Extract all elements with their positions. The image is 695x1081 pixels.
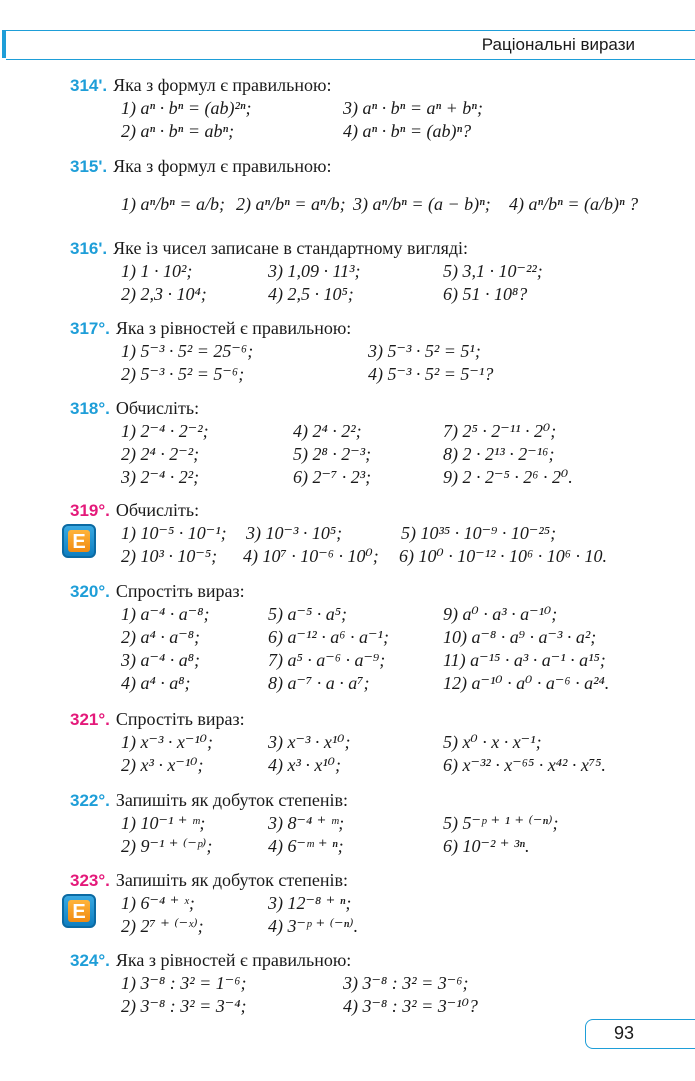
problem-322: [70, 790, 348, 811]
problem-number: 318°.: [70, 399, 110, 418]
item: 6) x⁻³² · x⁻⁶⁵ · x⁴² · x⁷⁵.: [443, 755, 606, 775]
item: 3) x⁻³ · x¹⁰;: [268, 732, 351, 752]
problem-316: [70, 238, 468, 259]
item: 1) a⁻⁴ · a⁻⁸;: [121, 604, 210, 624]
item: 1) 6⁻⁴ ⁺ ˣ;: [121, 893, 195, 913]
item: 2) 10³ · 10⁻⁵;: [121, 546, 218, 566]
item: 2) 5⁻³ · 5² = 5⁻⁶;: [121, 364, 245, 384]
problem-question: Яка з рівностей є правильною:: [115, 950, 352, 970]
item: 9) a⁰ · a³ · a⁻¹⁰;: [443, 604, 558, 624]
item: 3) 2⁻⁴ · 2²;: [121, 467, 200, 487]
problem-question: Яка з формул є правильною:: [113, 156, 332, 176]
problem-question: Обчисліть:: [115, 500, 200, 520]
item: 8) a⁻⁷ · a · a⁷;: [268, 673, 370, 693]
item: 2) 2⁴ · 2⁻²;: [121, 444, 200, 464]
problem-number: 320°.: [70, 582, 110, 601]
item: 1) 1 · 10²;: [121, 261, 193, 281]
page-header: [0, 30, 695, 62]
problem-question: Спростіть вираз:: [115, 581, 245, 601]
problem-number: 321°.: [70, 710, 110, 729]
problem-question: Яке із чисел записане в стандартному вигляді:: [113, 238, 469, 258]
item: 3) 3⁻⁸ : 3² = 3⁻⁶;: [343, 973, 469, 993]
exercise-badge-icon: E: [62, 894, 96, 928]
item: 4) 2,5 · 10⁵;: [268, 284, 354, 304]
item: 1) 2⁻⁴ · 2⁻²;: [121, 421, 209, 441]
problem-number: 317°.: [70, 319, 110, 338]
problem-number: 316'.: [70, 239, 108, 258]
item: 8) 2 · 2¹³ · 2⁻¹⁶;: [443, 444, 555, 464]
item: 4) 6⁻ᵐ ⁺ ⁿ;: [268, 836, 344, 856]
page-number: 93: [614, 1023, 635, 1043]
problem-question: Запишіть як добуток степенів:: [115, 790, 348, 810]
item: 1) aⁿ/bⁿ = a/b;: [121, 194, 225, 214]
problem-number: 315'.: [70, 157, 108, 176]
problem-323: [70, 870, 348, 891]
item: 4) a⁴ · a⁸;: [121, 673, 191, 693]
item: 2) aⁿ · bⁿ = abⁿ;: [121, 121, 235, 141]
item: 3) aⁿ/bⁿ = (a − b)ⁿ;: [353, 194, 491, 214]
item: 2) 2,3 · 10⁴;: [121, 284, 207, 304]
item: 5) 10³⁵ · 10⁻⁹ · 10⁻²⁵;: [401, 523, 557, 543]
item: 2) 2⁷ ⁺ ⁽⁻ˣ⁾;: [121, 916, 204, 936]
item: 4) aⁿ/bⁿ = (a/b)ⁿ ?: [509, 194, 639, 214]
item: 3) 10⁻³ · 10⁵;: [246, 523, 343, 543]
item: 6) 2⁻⁷ · 2³;: [293, 467, 372, 487]
problem-320: [70, 581, 245, 602]
problem-number: 323°.: [70, 871, 110, 890]
problem-315: [70, 156, 331, 177]
problem-question: Обчисліть:: [115, 398, 200, 418]
item: 4) x³ · x¹⁰;: [268, 755, 341, 775]
item: 3) a⁻⁴ · a⁸;: [121, 650, 201, 670]
problem-question: Запишіть як добуток степенів:: [115, 870, 348, 890]
item: 6) 10⁰ · 10⁻¹² · 10⁶ · 10⁶ · 10.: [399, 546, 608, 566]
item: 2) x³ · x⁻¹⁰;: [121, 755, 204, 775]
item: 5) a⁻⁵ · a⁵;: [268, 604, 348, 624]
item: 2) 9⁻¹ ⁺ ⁽⁻ᵖ⁾;: [121, 836, 213, 856]
item: 4) 10⁷ · 10⁻⁶ · 10⁰;: [243, 546, 379, 566]
item: 6) a⁻¹² · a⁶ · a⁻¹;: [268, 627, 389, 647]
item: 11) a⁻¹⁵ · a³ · a⁻¹ · a¹⁵;: [443, 650, 606, 670]
item: 6) 10⁻² ⁺ ³ⁿ.: [443, 836, 530, 856]
item: 1) 3⁻⁸ : 3² = 1⁻⁶;: [121, 973, 247, 993]
item: 3) 5⁻³ · 5² = 5¹;: [368, 341, 481, 361]
item: 4) 3⁻⁸ : 3² = 3⁻¹⁰?: [343, 996, 478, 1016]
item: 1) 10⁻⁵ · 10⁻¹;: [121, 523, 227, 543]
item: 9) 2 · 2⁻⁵ · 2⁶ · 2⁰.: [443, 467, 573, 487]
item: 5) x⁰ · x · x⁻¹;: [443, 732, 542, 752]
item: 3) 12⁻⁸ ⁺ ⁿ;: [268, 893, 352, 913]
item: 10) a⁻⁸ · a⁹ · a⁻³ · a²;: [443, 627, 597, 647]
page-number-box: [585, 1019, 695, 1049]
item: 3) 8⁻⁴ ⁺ ᵐ;: [268, 813, 345, 833]
item: 3) aⁿ · bⁿ = aⁿ + bⁿ;: [343, 98, 483, 118]
item: 7) 2⁵ · 2⁻¹¹ · 2⁰;: [443, 421, 557, 441]
problem-324: [70, 950, 351, 971]
problem-317: [70, 318, 351, 339]
problem-question: Яка з формул є правильною:: [113, 75, 332, 95]
problem-318: [70, 398, 199, 419]
problem-314: [70, 75, 331, 96]
problem-319: [70, 500, 199, 521]
item: 3) 1,09 · 11³;: [268, 261, 361, 281]
exercise-badge-icon: E: [62, 524, 96, 558]
item: 1) x⁻³ · x⁻¹⁰;: [121, 732, 213, 752]
item: 4) aⁿ · bⁿ = (ab)ⁿ?: [343, 121, 472, 141]
item: 5) 5⁻ᵖ ⁺ ¹ ⁺ ⁽⁻ⁿ⁾;: [443, 813, 559, 833]
problem-number: 322°.: [70, 791, 110, 810]
item: 5) 2⁸ · 2⁻³;: [293, 444, 372, 464]
item: 2) 3⁻⁸ : 3² = 3⁻⁴;: [121, 996, 247, 1016]
item: 6) 51 · 10⁸?: [443, 284, 528, 304]
problem-number: 324°.: [70, 951, 110, 970]
problem-number: 319°.: [70, 501, 110, 520]
item: 2) a⁴ · a⁻⁸;: [121, 627, 201, 647]
item: 2) aⁿ/bⁿ = aⁿ/b;: [236, 194, 346, 214]
problem-number: 314'.: [70, 76, 108, 95]
problem-question: Спростіть вираз:: [115, 709, 245, 729]
problem-321: [70, 709, 245, 730]
item: 12) a⁻¹⁰ · a⁰ · a⁻⁶ · a²⁴.: [443, 673, 610, 693]
item: 1) aⁿ · bⁿ = (ab)²ⁿ;: [121, 98, 252, 118]
item: 7) a⁵ · a⁻⁶ · a⁻⁹;: [268, 650, 386, 670]
header-title: Раціональні вирази: [481, 35, 635, 54]
item: 4) 5⁻³ · 5² = 5⁻¹?: [368, 364, 494, 384]
item: 4) 3⁻ᵖ ⁺ ⁽⁻ⁿ⁾.: [268, 916, 359, 936]
item: 1) 10⁻¹ ⁺ ᵐ;: [121, 813, 206, 833]
item: 5) 3,1 · 10⁻²²;: [443, 261, 543, 281]
problem-question: Яка з рівностей є правильною:: [115, 318, 352, 338]
item: 4) 2⁴ · 2²;: [293, 421, 362, 441]
item: 1) 5⁻³ · 5² = 25⁻⁶;: [121, 341, 254, 361]
